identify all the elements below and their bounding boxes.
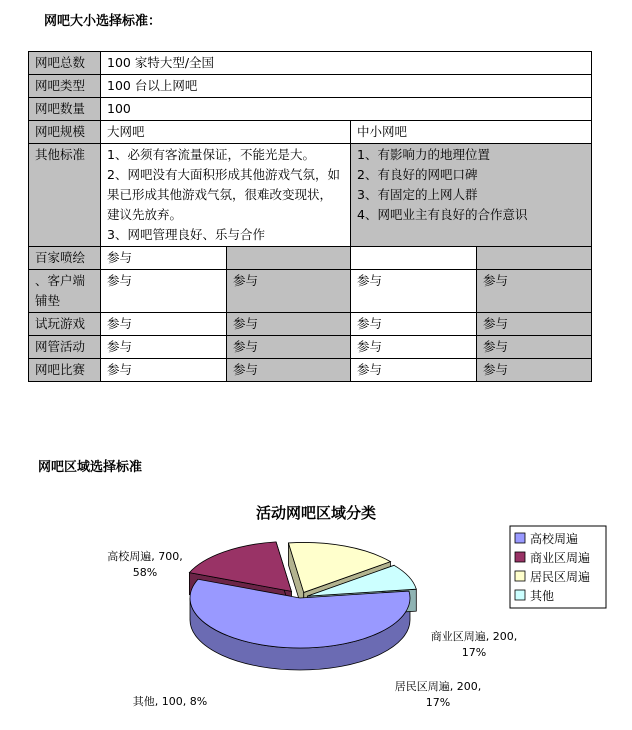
- slice-label-percent: 17%: [425, 696, 451, 709]
- legend-swatch: [515, 552, 525, 562]
- activity-cell: 参与: [477, 313, 592, 336]
- activity-cell: 参与: [477, 336, 592, 359]
- activity-cell: 参与: [477, 359, 592, 382]
- pie-group: [189, 542, 416, 670]
- legend-swatch: [515, 571, 525, 581]
- activity-cell: 参与: [227, 270, 351, 313]
- activity-label: 、客户端铺垫: [29, 270, 101, 313]
- large-criterion: 3、网吧管理良好、乐与合作: [107, 227, 265, 242]
- activity-cell: 参与: [351, 336, 477, 359]
- activity-cell: 参与: [351, 313, 477, 336]
- type-value: 100 台以上网吧: [101, 75, 592, 98]
- activity-cell: 参与: [351, 270, 477, 313]
- activity-cell: 参与: [101, 313, 227, 336]
- section-title-size: 网吧大小选择标准：: [44, 14, 162, 29]
- slice-label: 其他, 100, 8%: [132, 695, 208, 708]
- scale-small: 中小网吧: [351, 121, 592, 144]
- activity-cell: 参与: [351, 359, 477, 382]
- legend-label: 高校周遍: [530, 532, 579, 546]
- total-label: 网吧总数: [29, 52, 101, 75]
- slice-label: 商业区周遍, 200,: [430, 630, 518, 643]
- legend-swatch: [515, 590, 525, 600]
- activity-label: 百家喷绘: [29, 247, 101, 270]
- slice-label-percent: 58%: [132, 566, 158, 579]
- small-criterion: 4、网吧业主有良好的合作意识: [357, 207, 528, 222]
- scale-label: 网吧规模: [29, 121, 101, 144]
- large-criterion: 2、网吧没有大面积形成其他游戏气氛，如果已形成其他游戏气氛，很难改变现状，建议先放弃。: [107, 167, 340, 222]
- activity-cell: 参与: [101, 270, 227, 313]
- chart-title: 活动网吧区域分类: [255, 504, 377, 522]
- activity-cell: 参与: [101, 336, 227, 359]
- activity-label: 网吧比赛: [29, 359, 101, 382]
- large-criterion: 1、必须有客流量保证，不能光是大。: [107, 147, 315, 162]
- small-criterion: 3、有固定的上网人群: [357, 187, 478, 202]
- legend-label: 其他: [530, 589, 555, 603]
- activity-cell: 参与: [227, 359, 351, 382]
- activity-cell: 参与: [101, 359, 227, 382]
- activity-cell: 参与: [227, 313, 351, 336]
- total-value: 100 家特大型/全国: [101, 52, 592, 75]
- activity-cell: 参与: [227, 336, 351, 359]
- activity-cell: 参与: [101, 247, 227, 270]
- slice-label: 高校周遍, 700,: [107, 550, 183, 563]
- small-criterion: 2、有良好的网吧口碑: [357, 167, 478, 182]
- legend-label: 居民区周遍: [530, 570, 591, 584]
- type-label: 网吧类型: [29, 75, 101, 98]
- other-label: 其他标准: [29, 144, 101, 247]
- slice-label-percent: 17%: [461, 646, 487, 659]
- activity-cell: 参与: [477, 270, 592, 313]
- scale-large: 大网吧: [101, 121, 351, 144]
- legend-swatch: [515, 533, 525, 543]
- activity-label: 试玩游戏: [29, 313, 101, 336]
- count-value: 100: [101, 98, 592, 121]
- count-label: 网吧数量: [29, 98, 101, 121]
- activity-label: 网管活动: [29, 336, 101, 359]
- section-title-region: 网吧区域选择标准: [38, 460, 143, 475]
- slice-label: 居民区周遍, 200,: [394, 680, 482, 693]
- small-criterion: 1、有影响力的地理位置: [357, 147, 490, 162]
- legend-label: 商业区周遍: [530, 551, 591, 565]
- chart-legend: [510, 526, 606, 608]
